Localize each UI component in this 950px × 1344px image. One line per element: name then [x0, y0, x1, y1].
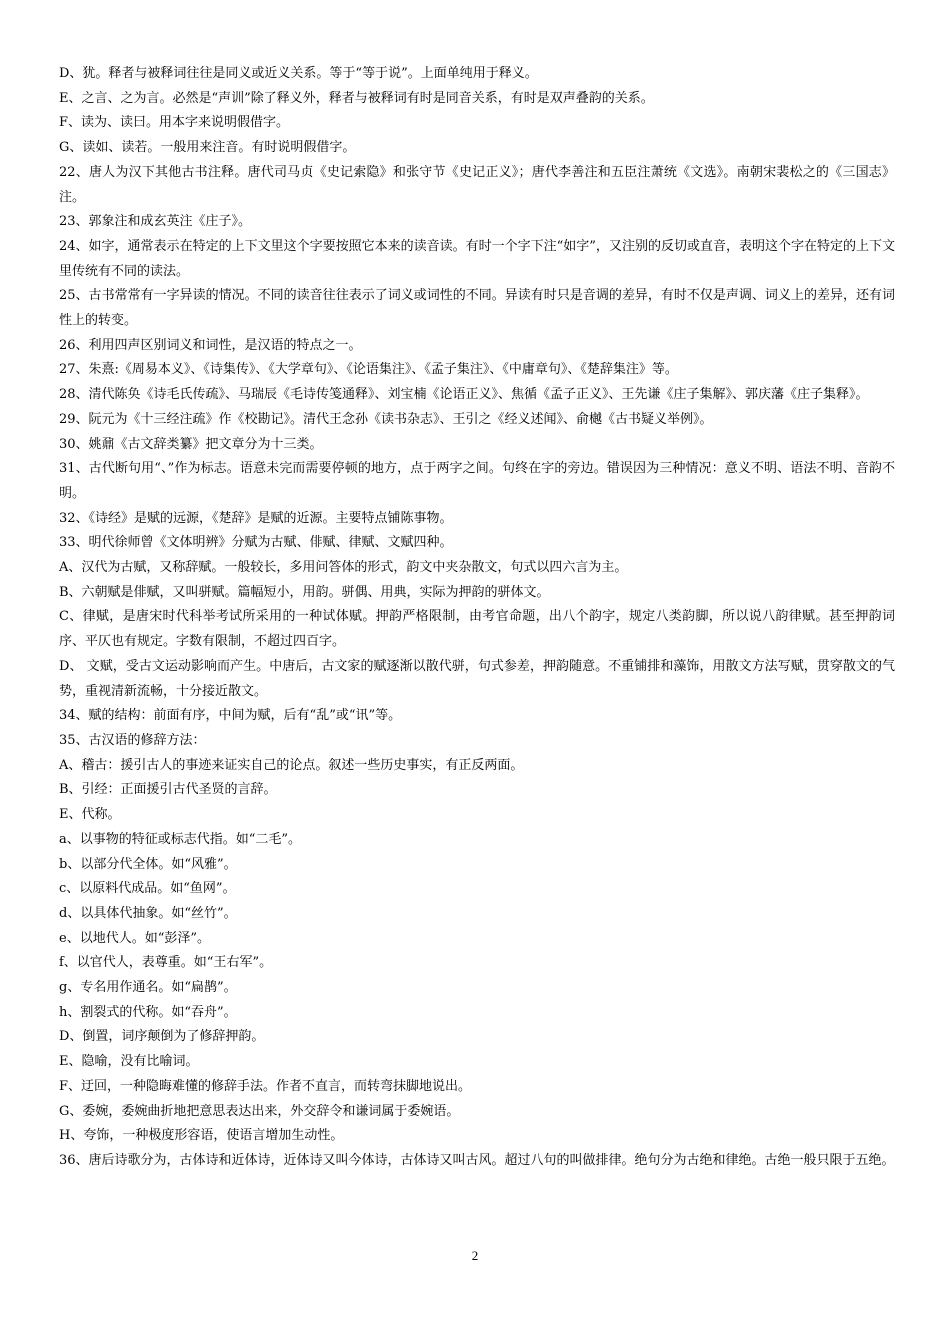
paragraph: E、隐喻，没有比喻词。 — [59, 1054, 199, 1070]
paragraph: 32、《诗经》是赋的远源，《楚辞》是赋的近源。主要特点铺陈事物。 — [59, 510, 453, 526]
paragraph: D、犹。释者与被释词往往是同义或近义关系。等于“等于说”。上面单纯用于释义。 — [59, 66, 538, 81]
paragraph: c、以原料代成品。如“鱼网”。 — [59, 881, 236, 897]
paragraph: d、以具体代抽象。如“丝竹”。 — [59, 905, 237, 921]
paragraph: E、之言、之为言。必然是“声训”除了释义外，释者与被释词有时是同音关系，有时是双声叠韵的关系。 — [59, 90, 654, 106]
paragraph: G、读如、读若。一般用来注音。有时说明假借字。 — [59, 140, 356, 156]
paragraph: H、夸饰，一种极度形容语，使语言增加生动性。 — [59, 1128, 344, 1144]
paragraph: 30、姚鼐《古文辞类纂》把文章分为十三类。 — [59, 436, 323, 452]
paragraph: a、以事物的特征或标志代指。如“二毛”。 — [59, 831, 302, 847]
paragraph: G、委婉，委婉曲折地把意思表达出来，外交辞令和谦词属于委婉语。 — [59, 1103, 460, 1119]
paragraph: b、以部分代全体。如“风雅”。 — [59, 856, 237, 872]
paragraph: 25、古书常常有一字异读的情况。不同的读音往往表示了词义或词性的不同。异读有时只是音调的差异，有时不仅是声调、词义上的差异，还有词性上的转变。 — [59, 288, 895, 329]
paragraph: 34、赋的结构：前面有序，中间为赋，后有“乱”或“讯”等。 — [59, 708, 402, 724]
paragraph: F、读为、读曰。用本字来说明假借字。 — [59, 115, 290, 131]
paragraph: f、以官代人，表尊重。如“王右军”。 — [59, 955, 273, 971]
paragraph: 29、阮元为《十三经注疏》作《校勘记》。清代王念孙《读书杂志》、王引之《经义述闻》、俞樾《古书疑义举例》。 — [59, 411, 713, 427]
paragraph: 27、朱熹:《周易本义》、《诗集传》、《大学章句》、《论语集注》、《孟子集注》、《中庸章句》、《楚辞集注》等。 — [59, 362, 678, 378]
paragraph: 23、郭象注和成玄英注《庄子》。 — [59, 214, 252, 230]
paragraph: h、割裂式的代称。如“吞舟”。 — [59, 1004, 237, 1020]
paragraph: 28、清代陈奂《诗毛氏传疏》、马瑞辰《毛诗传笺通释》、刘宝楠《论语正义》、焦循《孟子正义》、王先谦《庄子集解》、郭庆藩《庄子集释》。 — [59, 387, 869, 403]
paragraph: 31、古代断句用“、”作为标志。语意未完而需要停顿的地方，点于两字之间。句终在字的旁边。错误因为三种情况：意义不明、语法不明、音韵不明。 — [59, 461, 895, 501]
paragraph: 35、古汉语的修辞方法： — [59, 732, 206, 748]
paragraph: 26、利用四声区别词义和词性，是汉语的特点之一。 — [59, 337, 362, 353]
paragraph: B、引经：正面援引古代圣贤的言辞。 — [59, 782, 277, 798]
paragraph: 36、唐后诗歌分为，古体诗和近体诗，近体诗又叫今体诗，古体诗又叫古风。超过八句的叫做排律。绝句分为古绝和律绝。古绝一般只限于五绝。 — [59, 1152, 895, 1168]
paragraph: g、专名用作通名。如“扁鹊”。 — [59, 980, 237, 996]
paragraph: 33、明代徐师曾《文体明辨》分赋为古赋、俳赋、律赋、文赋四种。 — [59, 535, 453, 551]
paragraph: F、迂回，一种隐晦难懂的修辞手法。作者不直言，而转弯抹脚地说出。 — [59, 1078, 472, 1094]
paragraph: E、代称。 — [59, 807, 121, 823]
paragraph: A、稽古：援引古人的事迹来证实自己的论点。叙述一些历史事实，有正反两面。 — [59, 757, 524, 773]
page-number: 2 — [471, 1248, 479, 1263]
document-body — [59, 62, 895, 1174]
paragraph: 24、如字，通常表示在特定的上下文里这个字要按照它本来的读音读。有时一个字下注“如字”，又注别的反切或直音，表明这个字在特定的上下文里传统有不同的读法。 — [59, 238, 895, 279]
paragraph: 22、唐人为汉下其他古书注释。唐代司马贞《史记索隐》和张守节《史记正义》；唐代李善注和五臣注萧统《文选》。南朝宋裴松之的《三国志》注。 — [59, 164, 895, 205]
paragraph: D、 文赋，受古文运动影响而产生。中唐后，古文家的赋逐渐以散代骈，句式参差，押韵随意。不重铺排和藻饰，用散文方法写赋，贯穿散文的气势，重视清新流畅，十分接近散文。 — [59, 658, 895, 699]
paragraph: e、以地代人。如“彭泽”。 — [59, 930, 210, 946]
paragraph: A、汉代为古赋，又称辞赋。一般较长，多用问答体的形式，韵文中夹杂散文，句式以四六言为主。 — [59, 560, 628, 576]
paragraph: B、六朝赋是俳赋，又叫骈赋。篇幅短小，用韵。骈偶、用典，实际为押韵的骈体文。 — [59, 584, 550, 600]
paragraph: D、倒置，词序颠倒为了修辞押韵。 — [59, 1029, 265, 1045]
paragraph: C、律赋，是唐宋时代科举考试所采用的一种试体赋。押韵严格限制，由考官命题，出八个韵字，规定八类韵脚，所以说八韵律赋。甚至押韵词序、平仄也有规定。字数有限制，不超过四百字。 — [59, 609, 895, 650]
